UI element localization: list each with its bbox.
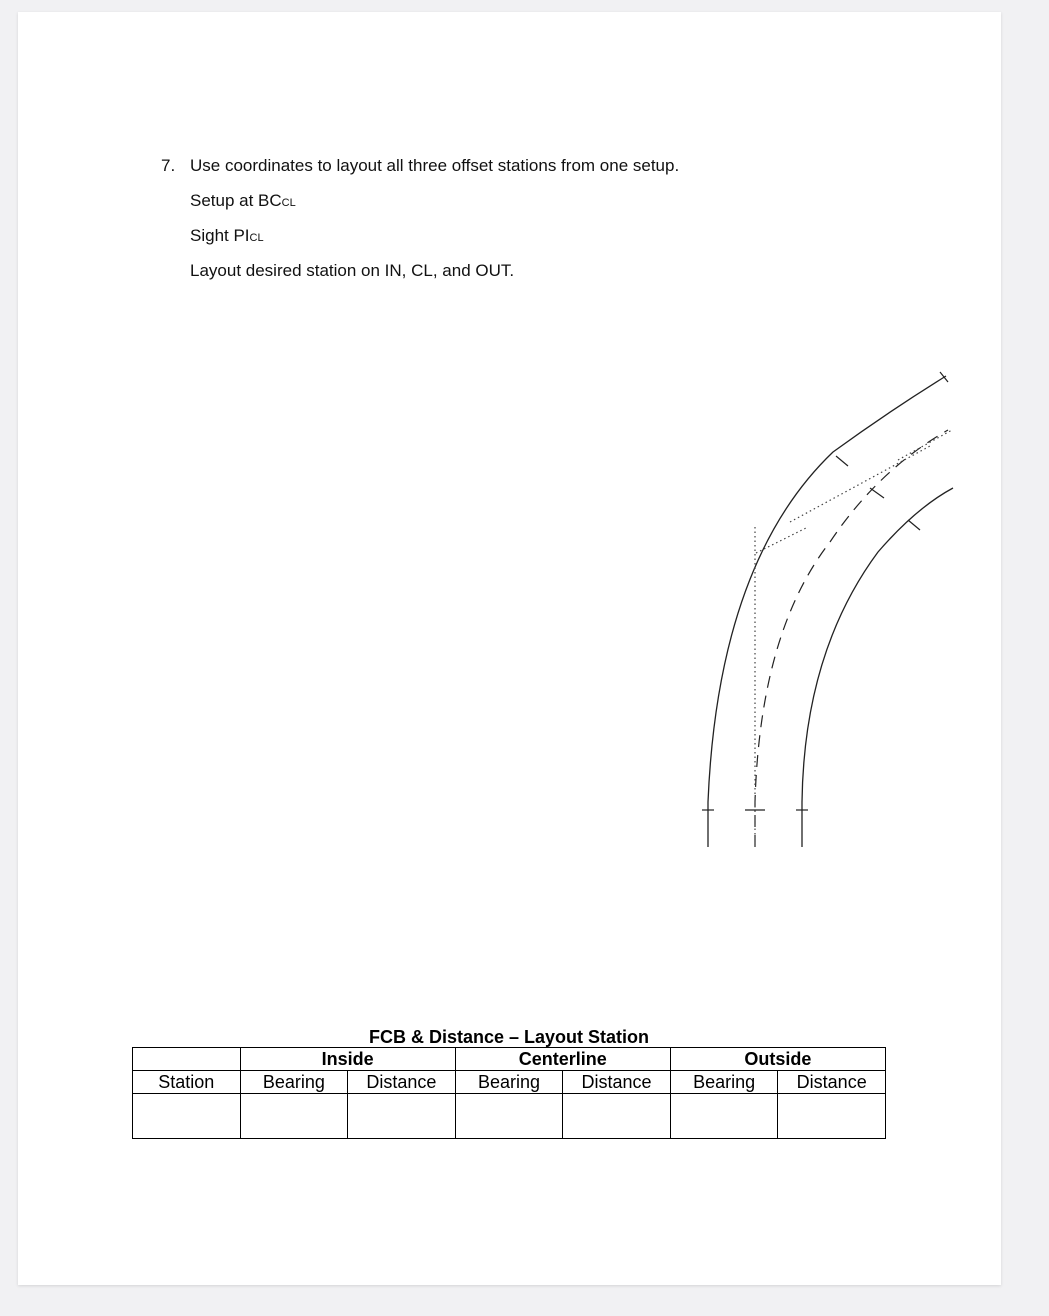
setup-subscript: CL	[281, 197, 296, 209]
cell-centerline-bearing[interactable]	[455, 1094, 563, 1139]
cell-inside-bearing[interactable]	[240, 1094, 348, 1139]
outside-curve-line	[802, 488, 953, 847]
centerline-station-tick	[870, 488, 884, 498]
group-centerline: Centerline	[455, 1048, 670, 1071]
centerline-curve-line	[755, 430, 948, 847]
cell-outside-distance[interactable]	[778, 1094, 886, 1139]
setup-label: Setup at BC	[190, 191, 282, 210]
table-group-row	[133, 1048, 886, 1071]
col-header-centerline-bearing: Bearing	[455, 1071, 563, 1094]
table-title: FCB & Distance – Layout Station	[368, 1027, 650, 1047]
sight-subscript: CL	[249, 232, 264, 244]
inside-station-tick	[836, 456, 848, 466]
fcb-distance-table	[132, 1047, 886, 1139]
question-number: 7.	[161, 156, 176, 175]
col-header-inside-distance: Distance	[348, 1071, 456, 1094]
table-header-row	[133, 1071, 886, 1094]
sight-label: Sight PI	[190, 226, 250, 245]
col-header-station: Station	[133, 1071, 241, 1094]
cell-inside-distance[interactable]	[348, 1094, 456, 1139]
group-inside: Inside	[240, 1048, 455, 1071]
col-header-outside-bearing: Bearing	[670, 1071, 778, 1094]
layout-instruction: Layout desired station on IN, CL, and OUT.	[190, 261, 515, 280]
cell-centerline-distance[interactable]	[563, 1094, 671, 1139]
chord-dotted-line-2	[790, 446, 930, 522]
cell-outside-bearing[interactable]	[670, 1094, 778, 1139]
col-header-inside-bearing: Bearing	[240, 1071, 348, 1094]
outside-station-tick	[908, 520, 920, 530]
table-row	[133, 1094, 886, 1139]
group-outside: Outside	[670, 1048, 885, 1071]
col-header-outside-distance: Distance	[778, 1071, 886, 1094]
inside-end-tick	[940, 372, 948, 382]
question-text: Use coordinates to layout all three offset stations from one setup.	[190, 156, 680, 175]
table-corner-cell	[133, 1048, 241, 1071]
chord-dotted-line-3	[898, 430, 952, 460]
col-header-centerline-distance: Distance	[563, 1071, 671, 1094]
document-page	[18, 12, 1001, 1285]
inside-curve-line	[708, 376, 946, 847]
cell-station[interactable]	[133, 1094, 241, 1139]
